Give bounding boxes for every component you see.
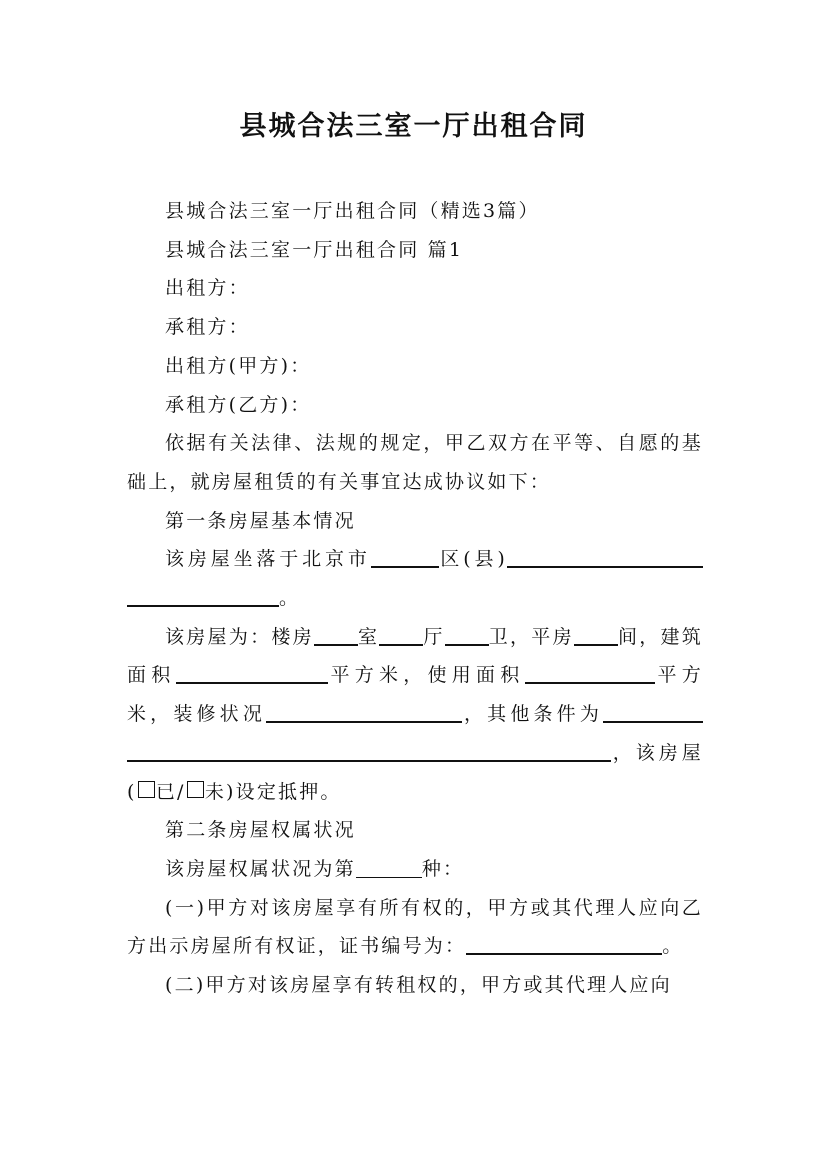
layout-text-2: 室 bbox=[357, 625, 380, 648]
layout-text-1: 该房屋为：楼房 bbox=[165, 625, 314, 648]
layout-text-4: 卫，平房 bbox=[488, 625, 574, 648]
layout-text-9: ，该房屋( bbox=[127, 741, 703, 803]
subtitle: 县城合法三室一厅出租合同（精选3篇） bbox=[165, 200, 540, 222]
location-text-1: 该房屋坐落于北京市 bbox=[165, 548, 371, 571]
layout-text-6: 平方米，使用面积 bbox=[327, 664, 525, 687]
layout-text-3: 厅 bbox=[423, 625, 445, 648]
not-mortgaged-checkbox[interactable] bbox=[187, 781, 204, 798]
building-area-blank bbox=[176, 662, 328, 684]
document-title: 县城合法三室一厅出租合同 bbox=[239, 111, 588, 142]
certificate-number-blank-2 bbox=[644, 933, 662, 955]
clause-2-paragraph: (二)甲方对该房屋享有转租权的，甲方或其代理人应向 bbox=[165, 974, 672, 997]
lessor-line: 出租方： bbox=[165, 277, 250, 300]
section-heading: 县城合法三室一厅出租合同 篇1 bbox=[165, 238, 464, 261]
mortgaged-checkbox[interactable] bbox=[138, 781, 155, 798]
location-text-2: 区(县) bbox=[438, 548, 507, 571]
location-paragraph bbox=[127, 540, 703, 617]
ownership-text-2: 种： bbox=[421, 857, 465, 880]
clause-1-text: (一)甲方对该房屋享有所有权的，甲方或其代理人应向乙方出示房屋所有权证，证书编号为： bbox=[127, 896, 703, 958]
address-blank-2 bbox=[127, 585, 279, 607]
lessee-party-b-line: 承租方(乙方)： bbox=[165, 393, 312, 416]
usable-area-blank bbox=[525, 662, 655, 684]
district-blank bbox=[371, 546, 439, 568]
certificate-number-blank-1 bbox=[466, 933, 644, 955]
document-body bbox=[127, 192, 703, 1005]
other-conditions-blank-1 bbox=[603, 701, 703, 723]
intro-paragraph: 依据有关法律、法规的规定，甲乙双方在平等、自愿的基础上，就房屋租赁的有关事宜达成协议如下： bbox=[127, 432, 703, 493]
halls-blank bbox=[379, 624, 423, 646]
article-2-heading: 第二条房屋权属状况 bbox=[165, 819, 356, 842]
ownership-paragraph bbox=[127, 850, 703, 889]
layout-paragraph bbox=[127, 618, 703, 812]
location-text-3: 。 bbox=[279, 587, 301, 610]
lessee-line: 承租方： bbox=[165, 316, 250, 339]
layout-text-10: 已/ bbox=[155, 780, 186, 803]
layout-text-5: 间，建筑面积 bbox=[127, 625, 703, 687]
other-conditions-blank-2 bbox=[127, 740, 611, 762]
article-1-heading: 第一条房屋基本情况 bbox=[165, 509, 356, 532]
decoration-blank bbox=[266, 701, 462, 723]
address-blank-1 bbox=[507, 546, 703, 568]
clause-1-end: 。 bbox=[662, 935, 684, 958]
ownership-text-1: 该房屋权属状况为第 bbox=[165, 857, 356, 880]
ownership-type-blank bbox=[356, 857, 422, 878]
layout-text-7: 平方米，装修状况 bbox=[127, 664, 704, 726]
layout-text-8: ，其他条件为 bbox=[462, 703, 603, 726]
clause-1-paragraph bbox=[127, 889, 703, 966]
lessor-party-a-line: 出租方(甲方)： bbox=[165, 354, 312, 377]
bathrooms-blank bbox=[445, 624, 489, 646]
rooms-blank bbox=[314, 624, 358, 646]
layout-text-11: 未)设定抵押。 bbox=[204, 780, 342, 803]
bungalow-rooms-blank bbox=[574, 624, 618, 646]
